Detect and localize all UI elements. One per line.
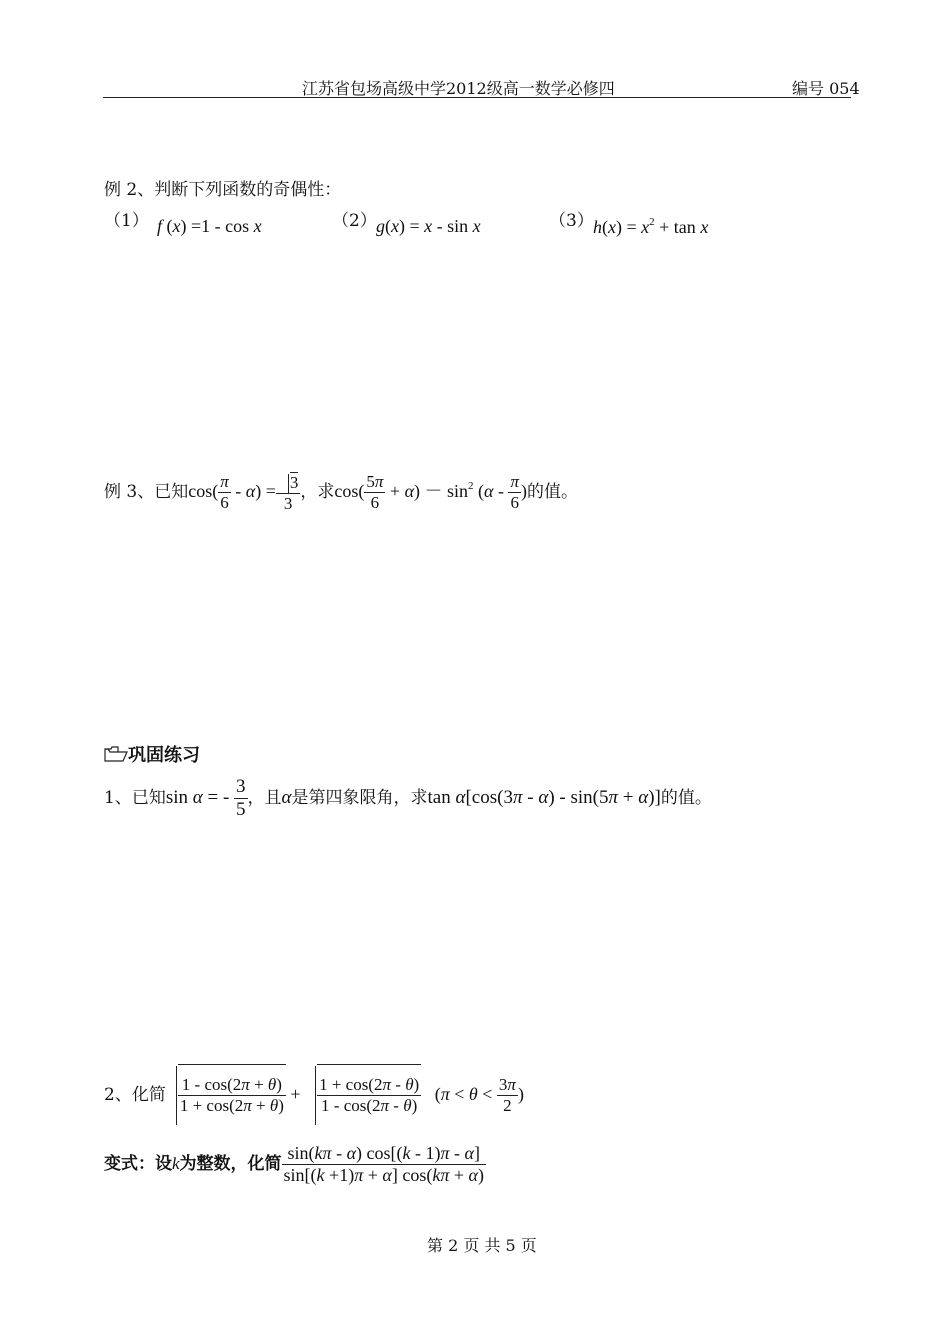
footer-page-label: 第 2 页 共 5 页 bbox=[427, 1236, 537, 1255]
practice-heading: 巩固练习 bbox=[104, 741, 200, 767]
example2-item3-expr: $h(x) = x^2 + \tan x$ bbox=[593, 216, 709, 237]
example2-title: 例 2、判断下列函数的奇偶性： bbox=[104, 180, 342, 200]
example2-item3-label: （3） bbox=[549, 211, 594, 231]
example3-line: 例 3、已知cos( $\frac{\pi}{6}$ - α) = $\frac{3}{3}$ ，求cos( $\frac{5\pi}{6}$ + $\alpha) - \sin^2 (\alpha$ - $\frac{\pi}{6}$ )的值。 bbox=[104, 472, 578, 513]
example2-item2-label: （2） bbox=[332, 211, 377, 231]
header-title: 江苏省包场高级中学2012级高一数学必修四 bbox=[302, 79, 615, 98]
practice-variant: 变式：设k为整数，化简 $\frac{\sin(k\pi - \alpha) \cos[(k - 1)\pi - \alpha]}{\sin[(k +1)\pi + \alpha] \cos(k\pi + \alpha)}$ bbox=[104, 1143, 484, 1185]
folder-icon bbox=[104, 746, 128, 760]
example3-prefix: 例 3、已知 bbox=[104, 482, 189, 502]
example3-suffix: 的值。 bbox=[527, 482, 578, 502]
header-rule bbox=[103, 97, 851, 98]
example2-item1-label: （1） bbox=[104, 211, 149, 231]
practice-q1: 1、已知sin α = - $\frac{3}{5}$ ，且α是第四象限角，求tan α[cos(3π - α) - sin(5π + α)]的值。 bbox=[104, 776, 712, 820]
header-code: 编号 054 bbox=[792, 79, 860, 98]
example2-item1-expr: f (x) =1 - cos x bbox=[157, 216, 262, 236]
practice-q2: 2、化简 $\frac{1 - \cos(2\pi + \theta)}{1 + \cos(2\pi + \theta)}$ + $\frac{1 + \cos(2\pi - \theta)}{1 - \cos(2\pi - \theta)}$ (π < θ < $\frac{3\pi}{2}$ ) bbox=[104, 1064, 524, 1125]
example2-item2-expr: g(x) = x - sin x bbox=[376, 216, 481, 236]
